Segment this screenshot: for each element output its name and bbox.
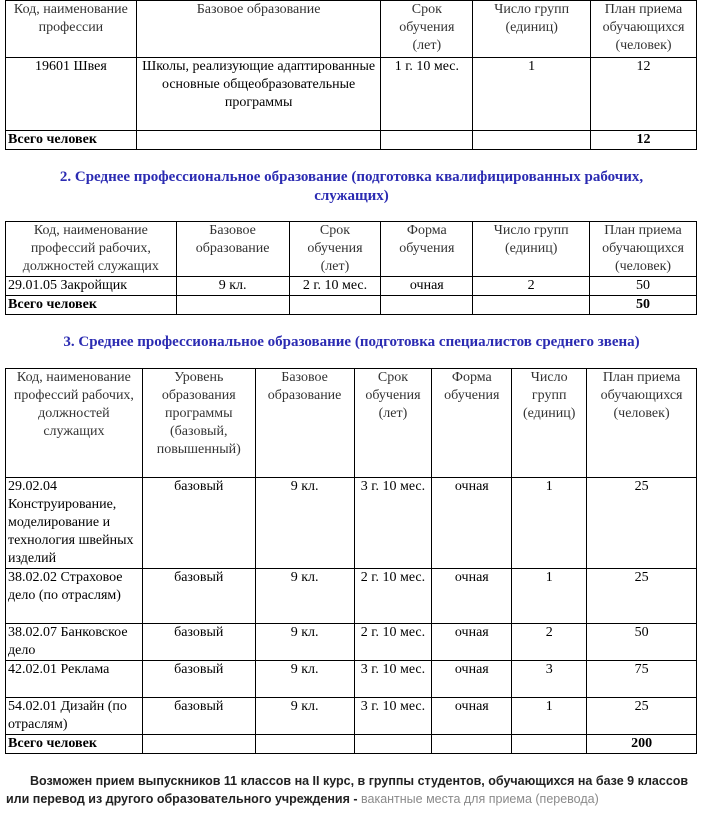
cell-form: очная <box>432 661 512 698</box>
cell-base-education: 9 кл. <box>255 661 354 698</box>
cell-code: 38.02.02 Страховое дело (по отраслям) <box>6 569 143 624</box>
table-row <box>6 624 697 661</box>
cell-groups: 1 <box>512 478 587 569</box>
header-groups: Число групп (единиц) <box>473 1 591 58</box>
cell-level: базовый <box>142 478 255 569</box>
total-value: 200 <box>587 735 697 754</box>
header-code: Код, наименование профессий рабочих, должностей служащих <box>6 369 143 478</box>
total-label: Всего человек <box>6 296 177 315</box>
header-code: Код, наименование профессии <box>6 1 137 58</box>
table-row <box>6 569 697 624</box>
header-base-education: Базовое образование <box>176 222 289 277</box>
table-row <box>6 661 697 698</box>
cell-form: очная <box>432 478 512 569</box>
header-duration: Срок обучения (лет) <box>354 369 432 478</box>
cell-base-education: 9 кл. <box>255 569 354 624</box>
section-2-title: 2. Среднее профессиональное образование (подготовка квалифицированных рабочих, служащих) <box>59 169 644 204</box>
cell-duration: 2 г. 10 мес. <box>289 277 381 296</box>
table-1 <box>5 0 697 150</box>
cell-base-education: 9 кл. <box>176 277 289 296</box>
cell-groups: 2 <box>512 624 587 661</box>
footer-note <box>6 772 698 808</box>
cell-code: 19601 Швея <box>6 58 137 131</box>
table-2 <box>5 221 697 315</box>
cell-level: базовый <box>142 569 255 624</box>
footer-text: Возможен прием выпускников 11 классов на II курс, в группы студентов, обучающихся на базе 9 классов или перевод из другого образовательного учреждения - <box>6 774 689 806</box>
cell-form: очная <box>432 624 512 661</box>
header-plan: План приема обучающихся (человек) <box>587 369 697 478</box>
cell-code: 54.02.01 Дизайн (по отраслям) <box>6 698 143 735</box>
total-value: 50 <box>590 296 697 315</box>
header-form: Форма обучения <box>432 369 512 478</box>
total-row <box>6 735 697 754</box>
cell-code: 38.02.07 Банковское дело <box>6 624 143 661</box>
cell-groups: 3 <box>512 661 587 698</box>
cell-code: 29.02.04 Конструирование, моделирование и технология швейных изделий <box>6 478 143 569</box>
total-row <box>6 296 697 315</box>
total-value: 12 <box>591 131 697 150</box>
cell-duration: 3 г. 10 мес. <box>354 698 432 735</box>
table-header-row <box>6 369 697 478</box>
section-3-title: 3. Среднее профессиональное образование (подготовка специалистов среднего звена) <box>63 334 640 350</box>
table-row <box>6 277 697 296</box>
table-header-row <box>6 222 697 277</box>
cell-level: базовый <box>142 661 255 698</box>
table-row <box>6 58 697 131</box>
cell-groups: 1 <box>512 698 587 735</box>
cell-duration: 3 г. 10 мес. <box>354 478 432 569</box>
table-row <box>6 478 697 569</box>
cell-base-education: Школы, реализующие адаптированные основные общеобразовательные программы <box>136 58 381 131</box>
header-groups: Число групп (единиц) <box>473 222 590 277</box>
table-3 <box>5 368 697 754</box>
cell-code: 42.02.01 Реклама <box>6 661 143 698</box>
cell-duration: 3 г. 10 мес. <box>354 661 432 698</box>
cell-groups: 2 <box>473 277 590 296</box>
total-label: Всего человек <box>6 735 143 754</box>
cell-duration: 2 г. 10 мес. <box>354 569 432 624</box>
header-code: Код, наименование профессий рабочих, должностей служащих <box>6 222 177 277</box>
header-plan: План приема обучающихся (человек) <box>590 222 697 277</box>
header-level: Уровень образования программы (базовый, повышенный) <box>142 369 255 478</box>
cell-base-education: 9 кл. <box>255 478 354 569</box>
cell-plan: 50 <box>587 624 697 661</box>
cell-plan: 12 <box>591 58 697 131</box>
total-row <box>6 131 697 150</box>
cell-groups: 1 <box>512 569 587 624</box>
cell-form: очная <box>432 698 512 735</box>
table-row <box>6 698 697 735</box>
header-groups: Число групп (единиц) <box>512 369 587 478</box>
vacancies-link[interactable]: вакантные места для приема (перевода) <box>361 792 599 806</box>
cell-level: базовый <box>142 624 255 661</box>
header-duration: Срок обучения (лет) <box>381 1 473 58</box>
header-base-education: Базовое образование <box>255 369 354 478</box>
cell-form: очная <box>432 569 512 624</box>
cell-plan: 25 <box>587 698 697 735</box>
cell-code: 29.01.05 Закройщик <box>6 277 177 296</box>
cell-duration: 1 г. 10 мес. <box>381 58 473 131</box>
table-header-row <box>6 1 697 58</box>
total-label: Всего человек <box>6 131 137 150</box>
cell-form: очная <box>381 277 473 296</box>
cell-base-education: 9 кл. <box>255 624 354 661</box>
cell-level: базовый <box>142 698 255 735</box>
header-base-education: Базовое образование <box>136 1 381 58</box>
header-plan: План приема обучающихся (человек) <box>591 1 697 58</box>
cell-plan: 25 <box>587 478 697 569</box>
header-duration: Срок обучения (лет) <box>289 222 381 277</box>
cell-groups: 1 <box>473 58 591 131</box>
cell-duration: 2 г. 10 мес. <box>354 624 432 661</box>
header-form: Форма обучения <box>381 222 473 277</box>
cell-base-education: 9 кл. <box>255 698 354 735</box>
cell-plan: 75 <box>587 661 697 698</box>
cell-plan: 50 <box>590 277 697 296</box>
cell-plan: 25 <box>587 569 697 624</box>
